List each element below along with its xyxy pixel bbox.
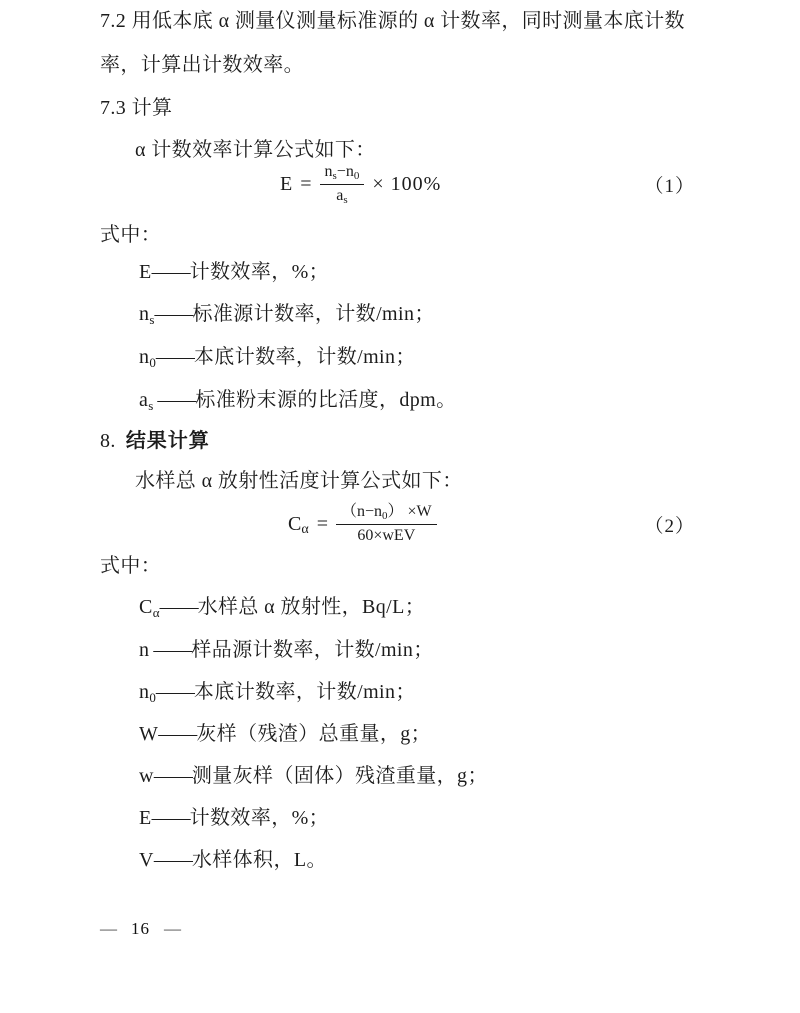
formula-1-body xyxy=(280,162,441,207)
formula-2-body xyxy=(288,502,437,546)
definition-row: w——测量灰样（固体）残渣重量，g； xyxy=(139,765,488,787)
formula-2-numerator: （n−n0） ×W xyxy=(336,502,437,525)
formula-2-equals: = xyxy=(316,512,328,535)
formula-1-fraction xyxy=(320,162,365,207)
paragraph-7-2-line1: 7.2 用低本底 α 测量仪测量标准源的 α 计数率，同时测量本底计数 xyxy=(100,10,685,32)
formula-2-lhs-subscript: α xyxy=(301,522,309,537)
formula-1-tail: × 100% xyxy=(372,172,442,195)
definition-row: E——计数效率，%； xyxy=(139,807,330,829)
formula-2-fraction xyxy=(336,502,437,546)
definition-row: W——灰样（残渣）总重量，g； xyxy=(139,723,432,745)
formula-2-lhs: C xyxy=(288,512,302,535)
heading-7-3: 7.3 计算 xyxy=(100,97,173,119)
where-label-2: 式中： xyxy=(100,555,162,577)
where-label-1: 式中： xyxy=(100,224,162,246)
formula-1-lhs: E xyxy=(280,172,293,195)
page-footer xyxy=(100,918,181,940)
heading-8-number: 8. xyxy=(100,430,116,452)
formula-1 xyxy=(0,158,800,210)
formula1-intro: α 计数效率计算公式如下： xyxy=(135,139,376,161)
definition-row: $n_0——$本底计数率，计数/min； xyxy=(139,681,416,705)
definition-row: $a_s$ ——标准粉末源的比活度，dpm。 xyxy=(139,389,457,413)
formula-1-numerator: ns−n0 xyxy=(320,162,365,185)
heading-8-title: 结果计算 xyxy=(125,430,210,452)
footer-dash-right: — xyxy=(164,919,181,938)
definition-row: $C_\alpha——$水样总 α 放射性，Bq/L； xyxy=(139,596,426,620)
formula-2-number: （2） xyxy=(644,515,695,537)
heading-8 xyxy=(100,428,210,454)
formula-2-denominator: 60×wEV xyxy=(357,527,416,544)
formula2-intro: 水样总 α 放射性活度计算公式如下： xyxy=(135,470,463,492)
formula-2 xyxy=(0,498,800,550)
definition-row: E——计数效率，%； xyxy=(139,261,330,283)
formula-1-denominator: as xyxy=(336,186,348,206)
definition-row: V——水样体积，L。 xyxy=(139,849,327,871)
formula-1-equals: = xyxy=(300,172,312,195)
definition-row: $n_0——$本底计数率，计数/min； xyxy=(139,346,416,370)
definition-row: $n_s——$标准源计数率，计数/min； xyxy=(139,303,435,327)
footer-dash-left: — xyxy=(100,919,117,938)
formula-1-number: （1） xyxy=(644,175,695,197)
definition-row: n ——样品源计数率，计数/min； xyxy=(139,639,434,661)
paragraph-7-2-line2: 率，计算出计数效率。 xyxy=(100,54,304,76)
page-number: 16 xyxy=(131,919,150,938)
